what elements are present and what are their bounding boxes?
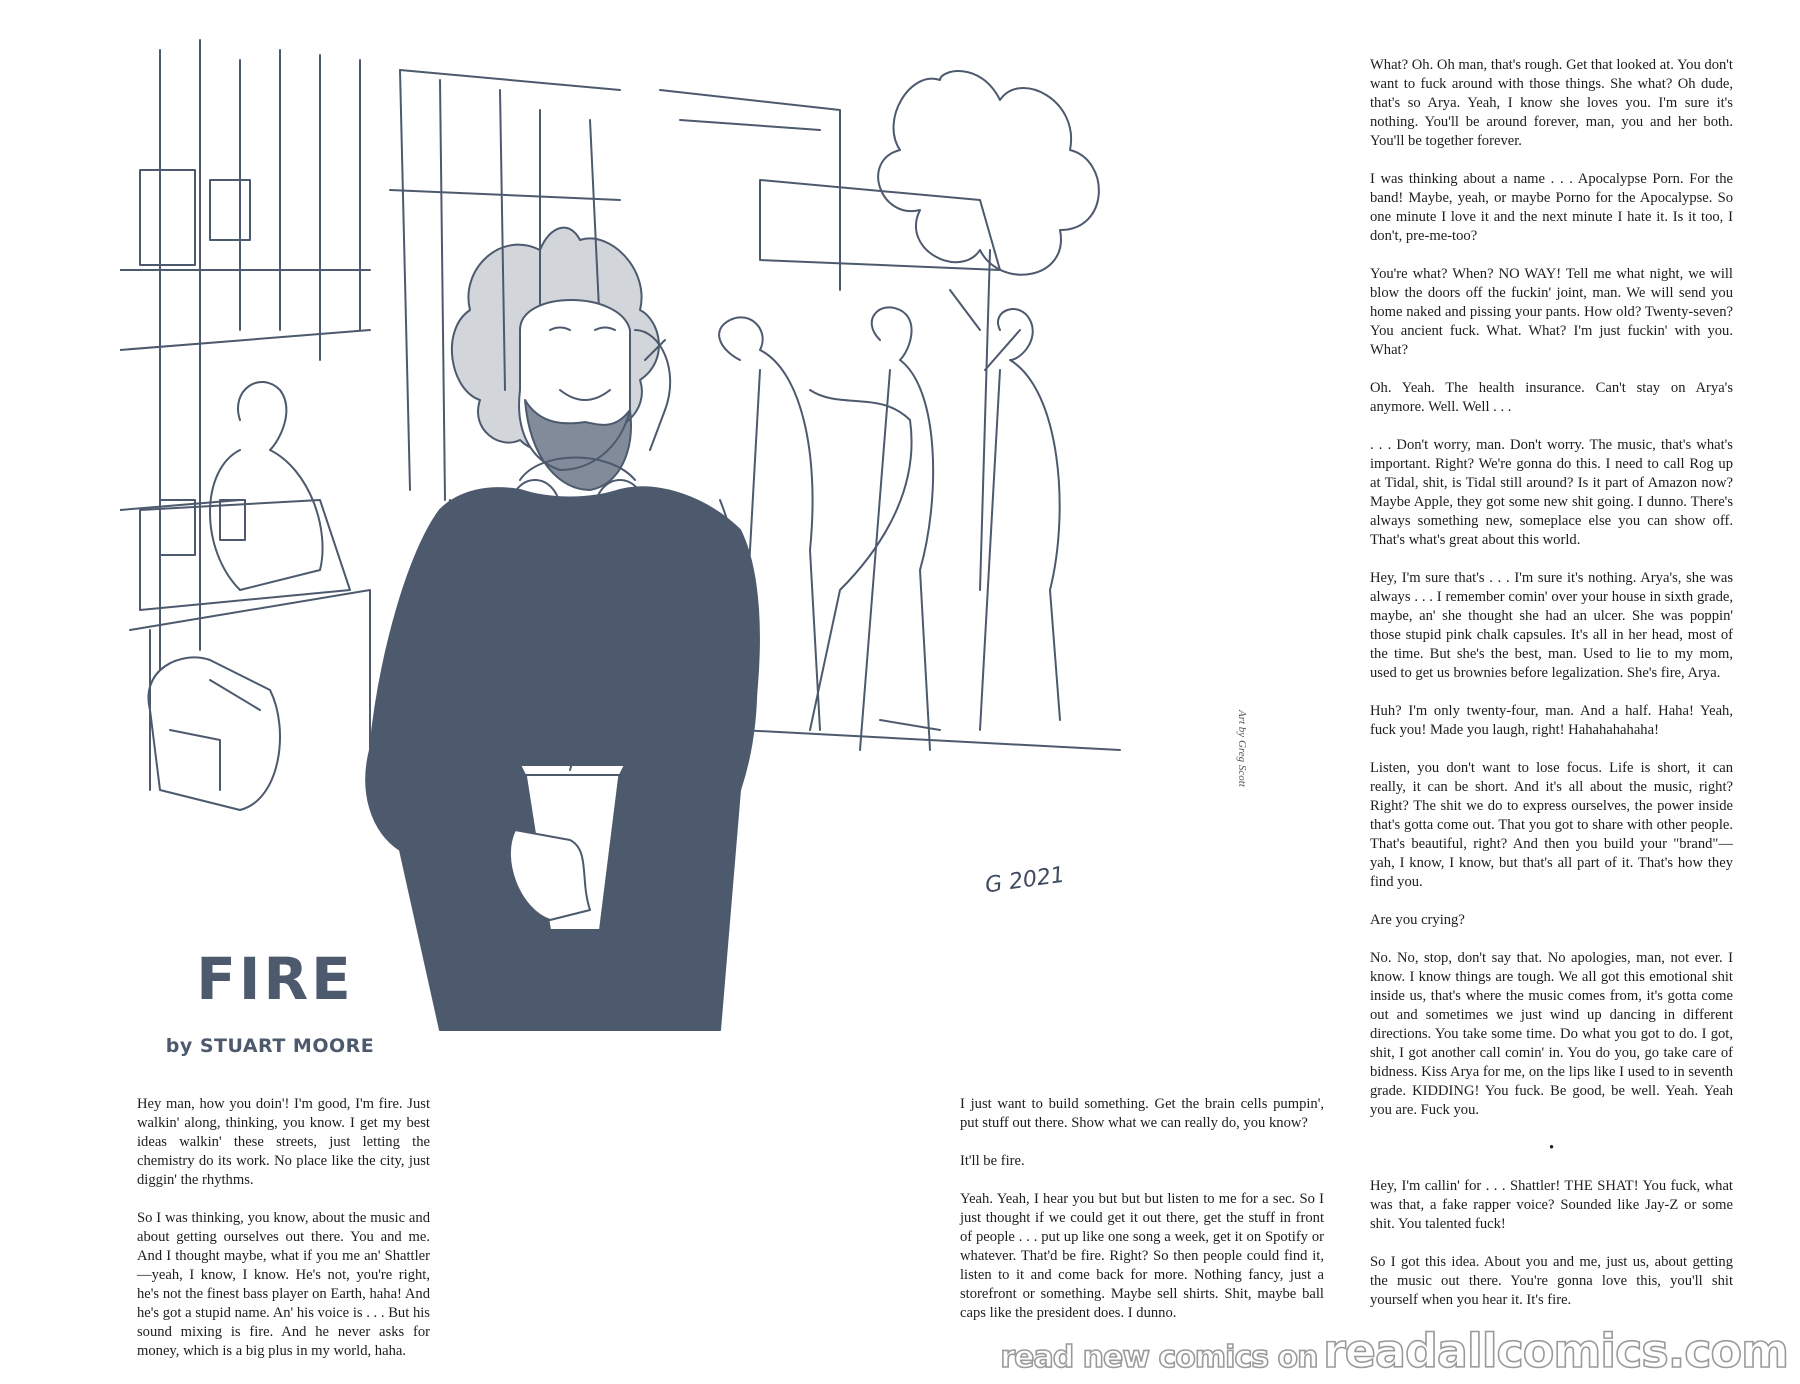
paragraph: You're what? When? NO WAY! Tell me what night, we will blow the doors off the fuckin' joint, man. We will send you home naked and pissing your pants. How old? Twenty-seven? You ancient fuck. What. What? I'm just fuckin' with you. What? bbox=[1370, 266, 1733, 358]
paragraph: What? Oh. Oh man, that's rough. Get that looked at. You don't want to fuck around with those things. She what? Oh dude, that's so Arya. Yeah, I know she loves you. I'm sure it's nothing. You'll be around forever, man, you and her both. You'll be together forever. bbox=[1370, 57, 1733, 149]
paragraph: Are you crying? bbox=[1370, 912, 1465, 928]
art-credit: Art by Greg Scott bbox=[1236, 710, 1248, 787]
line-art-cafe-scene bbox=[120, 30, 1250, 1200]
paragraph: . . . Don't worry, man. Don't worry. The music, that's what's important. Right? We're gonna do this. I need to call Rog up at Tidal, shit, is Tidal still around? Is it part of Amazon now? Maybe Apple, they got some new shit going. I dunno. There's always something new, someplace else you can show off. That's what's great about this world. bbox=[1370, 437, 1733, 548]
artist-signature: G 2021 bbox=[983, 862, 1067, 899]
text-column-2 bbox=[960, 1095, 1324, 1342]
paragraph: So I got this idea. About you and me, just us, about getting the music out there. You're gonna love this, you'll shit yourself when you hear it. It's fire. bbox=[1370, 1254, 1733, 1308]
paragraph: No. No, stop, don't say that. No apologies, man, not ever. I know. I know things are tough. We all got this emotional shit inside us, that's where the music comes from, it's gotta come out and sometimes we just wind up dancing in different directions. You take some time. Do what you got to do. I got, shit, I got another call comin' in. You do you, go take care of bidness. Kiss Arya for me, on the lips like I used to in seventh grade. KIDDING! You fuck. Be good, be well. Yeah. Yeah you are. Fuck you. bbox=[1370, 950, 1733, 1118]
paragraph: Oh. Yeah. The health insurance. Can't stay on Arya's anymore. Well. Well . . . bbox=[1370, 380, 1733, 415]
section-separator: • bbox=[1548, 1140, 1555, 1156]
paragraph: Listen, you don't want to lose focus. Life is short, it can really, it can be short. And it's all about the music, right? Right? The shit we do to express ourselves, the power inside that's gotta come out. That you got to share with other people. That's beautiful, right? And then you build your "brand"—yah, I know, I know, but that's all part of it. That's how they find you. bbox=[1370, 760, 1733, 890]
paragraph: Hey, I'm sure that's . . . I'm sure it's nothing. Arya's, she was always . . . I remember comin' over your house in sixth grade, maybe, an' she thought she had an ulcer. She was poppin' those stupid pink chalk capsules. It's all in her head, most of the time. But she's the best, man. Used to lie to my mom, used to get us brownies before legalization. She's fire, Arya. bbox=[1370, 570, 1733, 681]
text-column-1 bbox=[137, 1095, 430, 1380]
watermark-prefix: read new comics on bbox=[1000, 1340, 1318, 1375]
illustration bbox=[120, 30, 1250, 1200]
paragraph: It'll be fire. bbox=[960, 1153, 1025, 1169]
paragraph: Yeah. Yeah, I hear you but but but listen to me for a sec. So I just thought if we could get it out there, get the stuff in front of people . . . put up like one song a week, get it on Spotify or whatever. That'd be fire. Right? So then people could find it, listen to it and come back for more. Nothing fancy, just a storefront or something. Maybe sell shirts. Shit, maybe ball caps like the president does. I dunno. bbox=[960, 1191, 1324, 1321]
text-column-3 bbox=[1370, 56, 1733, 1329]
watermark[interactable] bbox=[1000, 1324, 1788, 1378]
paragraph: I just want to build something. Get the brain cells pumpin', put stuff out there. Show what we can really do, you know? bbox=[960, 1096, 1324, 1131]
paragraph: I was thinking about a name . . . Apocalypse Porn. For the band! Maybe, yeah, or maybe Porno for the Apocalypse. So one minute I love it and the next minute I hate it. Is it too, I don't, pre-me-too? bbox=[1370, 171, 1733, 244]
watermark-site-link[interactable]: readallcomics.com bbox=[1323, 1324, 1788, 1378]
paragraph: Hey man, how you doin'! I'm good, I'm fire. Just walkin' along, thinking, you know. I get my best ideas walkin' these streets, just letting the chemistry do its work. No place like the city, just diggin' the rhythms. bbox=[137, 1096, 430, 1188]
story-byline: by STUART MOORE bbox=[165, 1035, 375, 1057]
paragraph: So I was thinking, you know, about the music and about getting ourselves out there. You and me. And I thought maybe, what if you me an' Shattler—yeah, I know, I know. He's not, you're right, he's not the finest bass player on Earth, haha! And he's got a stupid name. An' his voice is . . . But his sound mixing is fire. And he never asks for money, which is a big plus in my world, haha. bbox=[137, 1210, 430, 1359]
story-title: FIRE bbox=[196, 945, 354, 1013]
paragraph: Hey, I'm callin' for . . . Shattler! THE SHAT! You fuck, what was that, a fake rapper voice? Sounded like Jay-Z or some shit. You talented fuck! bbox=[1370, 1178, 1733, 1232]
paragraph: Huh? I'm only twenty-four, man. And a half. Haha! Yeah, fuck you! Made you laugh, right! Hahahahahaha! bbox=[1370, 703, 1733, 738]
